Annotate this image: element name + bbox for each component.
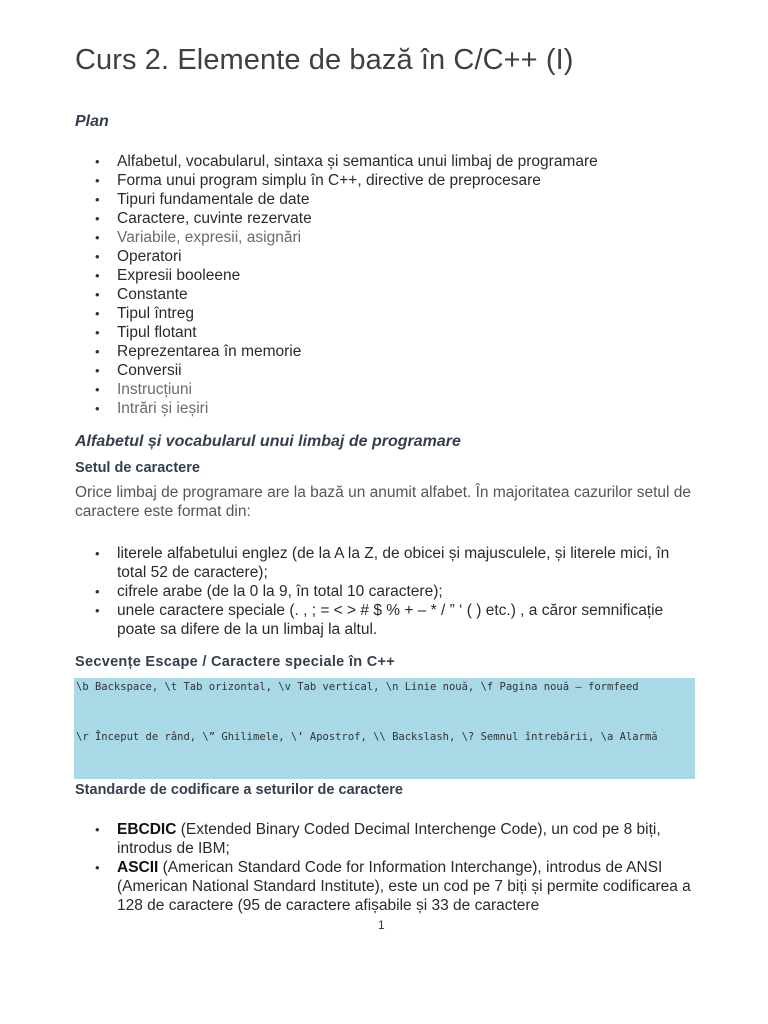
standard-term: ASCII — [117, 859, 159, 876]
list-item: • literele alfabetului englez (de la A la Z, de obicei și majusculele, și literele mici, în total 52 de caractere); — [95, 544, 695, 582]
list-item: • cifrele arabe (de la 0 la 9, în total 10 caractere); — [95, 582, 695, 601]
charset-heading: Setul de caractere — [75, 460, 200, 476]
plan-heading: Plan — [75, 113, 109, 130]
list-item: • Tipul flotant — [95, 323, 598, 342]
list-item: • Reprezentarea în memorie — [95, 342, 598, 361]
page-title: Curs 2. Elemente de bază în C/C++ (I) — [75, 44, 574, 76]
list-item: • Intrări și ieșiri — [95, 399, 598, 418]
list-item: • Operatori — [95, 247, 598, 266]
standard-description: (Extended Binary Coded Decimal Interchenge Code), un cod pe 8 biți, introdus de IBM; — [117, 821, 661, 857]
list-item: • Instrucțiuni — [95, 380, 598, 399]
list-item: • Variabile, expresii, asignări — [95, 228, 598, 247]
standards-list — [95, 820, 695, 915]
list-item — [95, 858, 695, 915]
escape-sequences-box — [74, 678, 695, 779]
escape-line-2: \r Început de rând, \” Ghilimele, \’ Apostrof, \\ Backslash, \? Semnul întrebării, \a Alarmă — [76, 731, 658, 743]
escape-heading: Secvențe Escape / Caractere speciale în C++ — [75, 654, 395, 670]
list-item: • Forma unui program simplu în C++, directive de preprocesare — [95, 171, 598, 190]
standard-term: EBCDIC — [117, 821, 177, 838]
plan-list — [95, 152, 598, 418]
list-item: • Tipuri fundamentale de date — [95, 190, 598, 209]
list-item: • Constante — [95, 285, 598, 304]
list-item — [95, 820, 695, 858]
list-item: • Caractere, cuvinte rezervate — [95, 209, 598, 228]
list-item: • unele caractere speciale (. , ; = < > # $ % + – * / ” ‘ ( ) etc.) , a căror semnificație poate sa difere de la un limbaj la altul. — [95, 601, 695, 639]
section-heading: Alfabetul și vocabularul unui limbaj de programare — [75, 433, 461, 450]
list-item: • Conversii — [95, 361, 598, 380]
charset-list — [95, 544, 695, 639]
standard-description: (American Standard Code for Information Interchange), introdus de ANSI (American National Standard Institute), este un cod pe 7 biți și permite codificarea a 128 de caractere (95 de caractere afișabile și 33 de caractere — [117, 859, 691, 914]
list-item: • Tipul întreg — [95, 304, 598, 323]
escape-line-1: \b Backspace, \t Tab orizontal, \v Tab vertical, \n Linie nouă, \f Pagina nouă – formfeed — [76, 681, 639, 693]
charset-paragraph: Orice limbaj de programare are la bază un anumit alfabet. În majoritatea cazurilor setul de caractere este format din: — [75, 484, 692, 520]
list-item: • Expresii booleene — [95, 266, 598, 285]
list-item: • Alfabetul, vocabularul, sintaxa și semantica unui limbaj de programare — [95, 152, 598, 171]
standards-heading: Standarde de codificare a seturilor de caractere — [75, 782, 403, 798]
page-number: 1 — [378, 918, 385, 932]
